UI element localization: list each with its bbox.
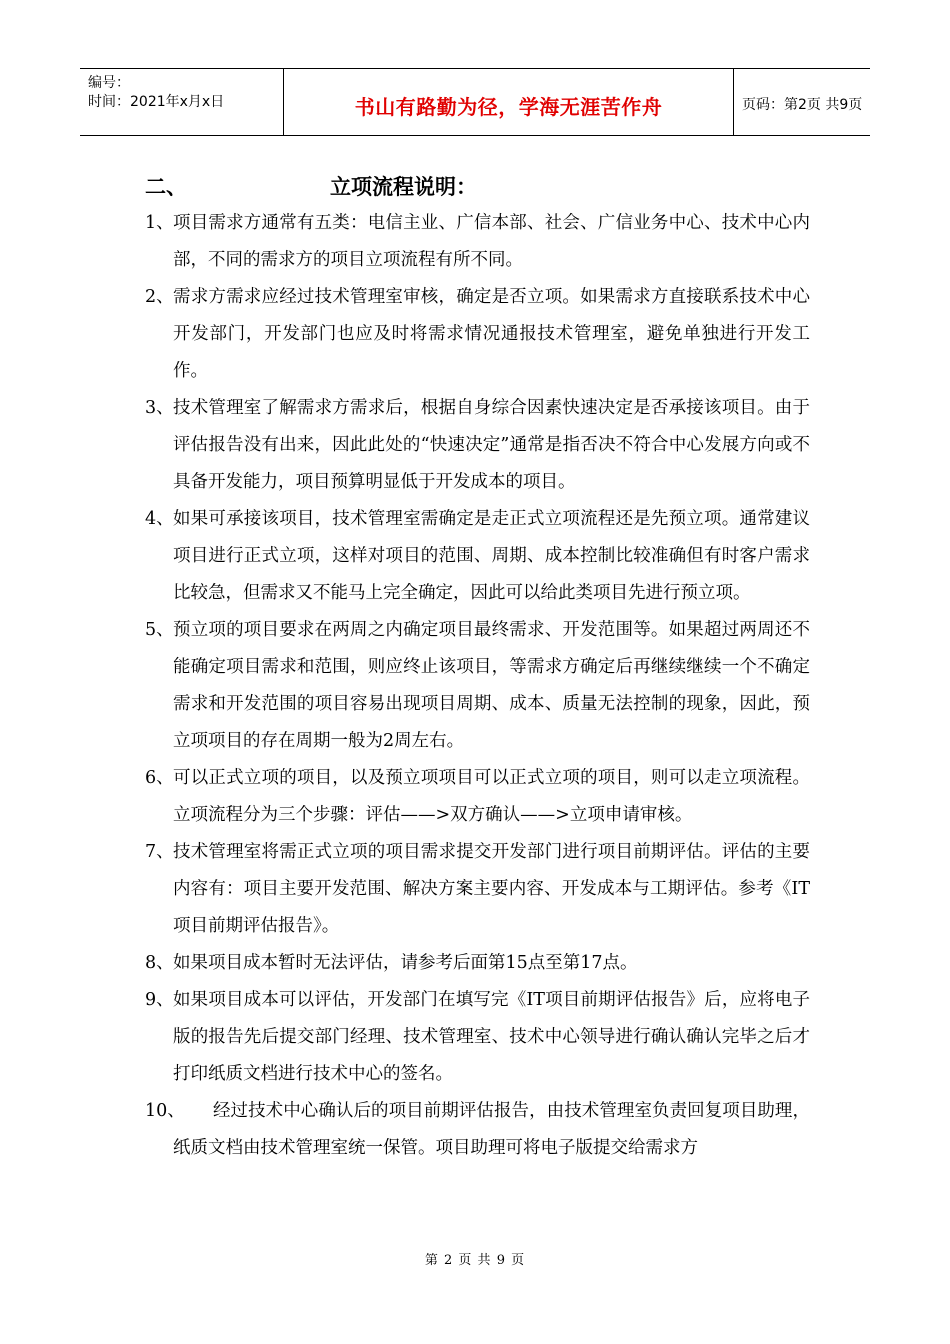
list-item (145, 982, 810, 1093)
item-number: 10、 (145, 1101, 185, 1121)
header-motto: 书山有路勤为径，学海无涯苦作舟 (354, 95, 663, 119)
item-text: 可以正式立项的项目，以及预立项项目可以正式立项的项目，则可以走立项流程。立项流程分为三个步骤：评估——>双方确认——>立项申请审核。 (173, 768, 810, 825)
list-item (145, 834, 810, 945)
header-table (80, 68, 870, 136)
item-number: 2、 (145, 287, 174, 307)
list-item (145, 945, 810, 982)
item-number: 5、 (145, 620, 174, 640)
item-text: 技术管理室了解需求方需求后，根据自身综合因素快速决定是否承接该项目。由于评估报告没有出来，因此此处的“快速决定”通常是指否决不符合中心发展方向或不具备开发能力，项目预算明显低于开发成本的项目。 (173, 398, 810, 492)
item-text: 项目需求方通常有五类：电信主业、广信本部、社会、广信业务中心、技术中心内部，不同的需求方的项目立项流程有所不同。 (173, 213, 810, 270)
doc-number-label: 编号： (88, 75, 130, 91)
list-item (145, 501, 810, 612)
item-text: 如果项目成本暂时无法评估，请参考后面第15点至第17点。 (173, 953, 638, 973)
item-text: 预立项的项目要求在两周之内确定项目最终需求、开发范围等。如果超过两周还不能确定项目需求和范围，则应终止该项目，等需求方确定后再继续继续一个不确定需求和开发范围的项目容易出现项目周期、成本、质量无法控制的现象，因此，预立项项目的存在周期一般为2周左右。 (173, 620, 810, 751)
header-right-cell (734, 69, 870, 135)
list-item (145, 205, 810, 279)
doc-date: 时间：2021年x月x日 (88, 94, 225, 110)
item-text: 如果可承接该项目，技术管理室需确定是走正式立项流程还是先预立项。通常建议项目进行正式立项，这样对项目的范围、周期、成本控制比较准确但有时客户需求比较急，但需求又不能马上完全确定，因此可以给此类项目先进行预立项。 (173, 509, 810, 603)
item-number: 9、 (145, 990, 174, 1010)
item-text: 如果项目成本可以评估，开发部门在填写完《IT项目前期评估报告》后，应将电子版的报告先后提交部门经理、技术管理室、技术中心领导进行确认确认完毕之后才打印纸质文档进行技术中心的签名。 (173, 990, 810, 1084)
item-number: 8、 (145, 953, 174, 973)
header-middle-cell (283, 69, 734, 135)
item-text: 技术管理室将需正式立项的项目需求提交开发部门进行项目前期评估。评估的主要内容有：项目主要开发范围、解决方案主要内容、开发成本与工期评估。参考《IT项目前期评估报告》。 (173, 842, 810, 936)
section-title: 立项流程说明： (330, 175, 477, 199)
item-number: 7、 (145, 842, 174, 862)
list-item (145, 390, 810, 501)
item-number: 4、 (145, 509, 174, 529)
item-number: 3、 (145, 398, 174, 418)
section-number: 二、 (145, 175, 187, 199)
list-item (145, 612, 810, 760)
list-item (145, 760, 810, 834)
item-text: 经过技术中心确认后的项目前期评估报告，由技术管理室负责回复项目助理，纸质文档由技术管理室统一保管。项目助理可将电子版提交给需求方 (173, 1101, 810, 1158)
header-left-cell (80, 69, 283, 135)
page-footer: 第 2 页 共 9 页 (424, 1253, 526, 1268)
item-number: 1、 (145, 213, 174, 233)
item-number: 6、 (145, 768, 174, 788)
list-item (145, 1093, 810, 1167)
process-list (145, 205, 810, 1167)
item-text: 需求方需求应经过技术管理室审核，确定是否立项。如果需求方直接联系技术中心开发部门，开发部门也应及时将需求情况通报技术管理室，避免单独进行开发工作。 (173, 287, 810, 381)
header-page-info: 页码：第2页 共9页 (742, 97, 863, 113)
list-item (145, 279, 810, 390)
